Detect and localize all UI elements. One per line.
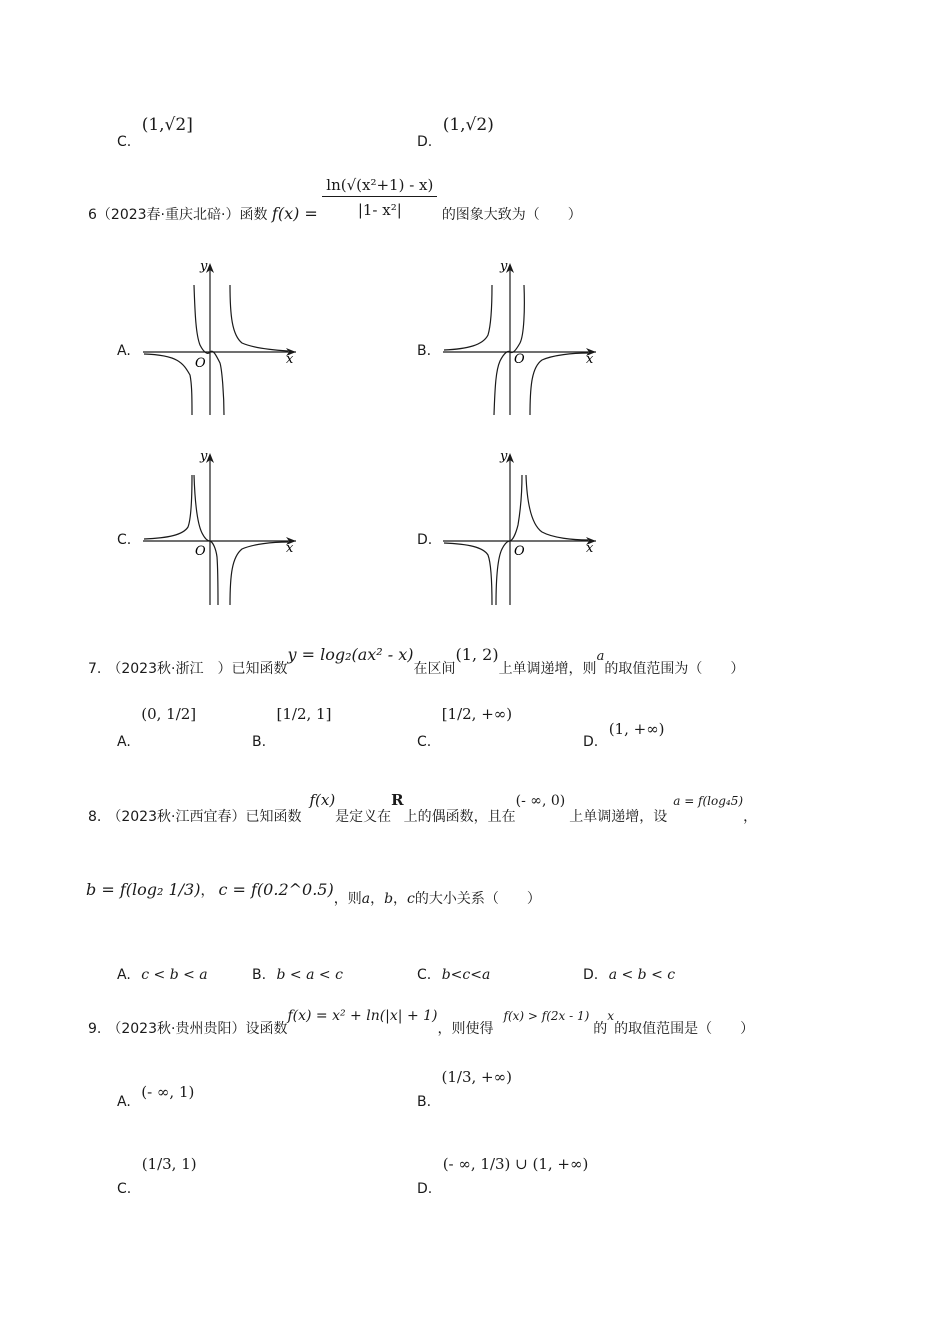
question-number: 6 bbox=[88, 207, 97, 223]
option-expr: (1,√2] bbox=[141, 115, 193, 135]
option-label: D. bbox=[583, 967, 599, 983]
question-text: 的图象大致为（ ） bbox=[441, 207, 582, 223]
q6-graph-a[interactable] bbox=[138, 255, 308, 420]
option-expr: b<c<a bbox=[441, 967, 491, 983]
question-text: 在区间 bbox=[413, 661, 456, 677]
option-label: A. bbox=[117, 734, 131, 750]
question-text: 已知函数 bbox=[231, 661, 288, 677]
q6-option-a-label[interactable]: A. bbox=[117, 343, 131, 359]
q9-option-c[interactable] bbox=[117, 1155, 197, 1197]
real-numbers-R: R bbox=[391, 791, 404, 809]
q9-stem bbox=[88, 1005, 755, 1037]
option-expr: b < a < c bbox=[276, 967, 343, 983]
q6-graph-b[interactable] bbox=[438, 255, 608, 420]
option-label: B. bbox=[252, 734, 267, 750]
q8-option-b[interactable] bbox=[252, 967, 343, 983]
question-text: 的取值范围为（ ） bbox=[604, 661, 745, 677]
option-expr: (- ∞, 1/3) ∪ (1, +∞) bbox=[442, 1155, 589, 1173]
variable-c: c bbox=[407, 891, 415, 907]
question-text: ，则 bbox=[333, 891, 362, 907]
variable-a: a bbox=[361, 891, 371, 907]
question-number: 9. bbox=[88, 1021, 102, 1037]
fraction-numerator: ln(√(x²+1) - x) bbox=[322, 176, 437, 197]
b-definition: b = f(log₂ 1/3) bbox=[86, 880, 201, 899]
function-expr: f(x) = x² + ln(|x| + 1) bbox=[287, 1008, 438, 1024]
option-expr: (1/3, +∞) bbox=[441, 1068, 512, 1086]
inequality-expr: f(x) > f(2x - 1) bbox=[503, 1009, 590, 1023]
option-label: A. bbox=[117, 1094, 131, 1110]
option-expr: (1/3, 1) bbox=[141, 1155, 197, 1173]
comma: ， bbox=[743, 809, 758, 825]
y-axis-label: y bbox=[500, 259, 508, 274]
function-expr: y = log₂(ax² - x) bbox=[287, 645, 414, 664]
q8-stem-line2: b = f(log₂ 1/3)， c = f(0.2^0.5)，则a，b，c的大小关系（ ） bbox=[86, 880, 541, 907]
q7-option-c[interactable] bbox=[417, 705, 513, 750]
q6-stem bbox=[88, 176, 582, 223]
option-label: B. bbox=[417, 1094, 432, 1110]
option-label: A. bbox=[117, 967, 131, 983]
q8-option-a[interactable] bbox=[117, 967, 208, 983]
question-source: （2023秋·浙江 ） bbox=[107, 661, 232, 677]
question-text: 设函数 bbox=[245, 1021, 288, 1037]
option-label: D. bbox=[583, 734, 599, 750]
y-axis-label: y bbox=[200, 259, 208, 274]
fraction-denominator: |1- x²| bbox=[357, 201, 402, 219]
q5-option-d[interactable] bbox=[417, 115, 494, 150]
function-lhs: f(x) = bbox=[271, 204, 318, 223]
option-expr: (1,√2) bbox=[442, 115, 494, 135]
y-axis-label: y bbox=[200, 449, 208, 464]
formula-fraction bbox=[322, 176, 437, 219]
option-label: B. bbox=[252, 967, 267, 983]
variable-a: a bbox=[596, 649, 605, 664]
a-definition: a = f(log₄5) bbox=[673, 794, 744, 808]
q9-option-b[interactable] bbox=[417, 1068, 512, 1110]
question-text: ，则使得 bbox=[437, 1021, 494, 1037]
x-axis-label: x bbox=[586, 352, 594, 367]
origin-label: O bbox=[195, 544, 206, 559]
question-text: 上单调递增，设 bbox=[569, 809, 668, 825]
q8-stem-line1 bbox=[88, 790, 758, 825]
option-label: D. bbox=[417, 134, 433, 150]
question-source: （2023秋·江西宜春） bbox=[107, 809, 246, 825]
q7-stem bbox=[88, 645, 745, 677]
question-text: 函数 bbox=[239, 207, 268, 223]
option-expr: [1/2, +∞) bbox=[441, 705, 513, 723]
q7-option-b[interactable] bbox=[252, 705, 332, 750]
x-axis-label: x bbox=[586, 541, 594, 556]
option-expr: (0, 1/2] bbox=[141, 705, 197, 723]
question-number: 7. bbox=[88, 661, 102, 677]
question-text: 的大小关系（ ） bbox=[414, 891, 541, 907]
function-fx: f(x) bbox=[309, 791, 336, 809]
origin-label: O bbox=[195, 356, 206, 371]
comma: ， bbox=[200, 883, 215, 899]
option-label: D. bbox=[417, 1181, 433, 1197]
q7-option-d[interactable] bbox=[583, 720, 665, 750]
x-axis-label: x bbox=[286, 352, 294, 367]
option-expr: (- ∞, 1) bbox=[141, 1083, 195, 1101]
option-expr: c < b < a bbox=[141, 967, 208, 983]
q9-option-d[interactable] bbox=[417, 1155, 589, 1197]
q9-option-a[interactable] bbox=[117, 1083, 195, 1110]
option-expr: (1, +∞) bbox=[608, 720, 665, 738]
question-source: （2023秋·贵州贵阳） bbox=[107, 1021, 246, 1037]
q5-option-c[interactable] bbox=[117, 115, 193, 150]
variable-b: b bbox=[384, 891, 394, 907]
question-text: 的取值范围是（ ） bbox=[614, 1021, 755, 1037]
question-source: （2023春·重庆北碚·） bbox=[96, 207, 240, 223]
question-text: 是定义在 bbox=[335, 809, 392, 825]
question-number: 8. bbox=[88, 809, 102, 825]
interval-expr: (1, 2) bbox=[455, 645, 499, 664]
variable-x: x bbox=[607, 1009, 615, 1023]
x-axis-label: x bbox=[286, 541, 294, 556]
q8-option-c[interactable] bbox=[417, 967, 490, 983]
option-label: C. bbox=[417, 967, 432, 983]
option-expr: [1/2, 1] bbox=[276, 705, 332, 723]
option-expr: a < b < c bbox=[608, 967, 676, 983]
y-axis-label: y bbox=[500, 449, 508, 464]
q6-option-c-label[interactable]: C. bbox=[117, 532, 132, 548]
origin-label: O bbox=[514, 352, 525, 367]
q6-option-d-label[interactable]: D. bbox=[417, 532, 433, 548]
c-definition: c = f(0.2^0.5) bbox=[218, 880, 334, 899]
q8-option-d[interactable] bbox=[583, 967, 675, 983]
question-text: 上的偶函数，且在 bbox=[403, 809, 516, 825]
q6-graph-c[interactable] bbox=[138, 445, 308, 610]
option-label: C. bbox=[117, 1181, 132, 1197]
option-label: C. bbox=[417, 734, 432, 750]
question-text: 上单调递增，则 bbox=[498, 661, 597, 677]
question-text: 已知函数 bbox=[245, 809, 302, 825]
origin-label: O bbox=[514, 544, 525, 559]
option-label: C. bbox=[117, 134, 132, 150]
interval-expr: (- ∞, 0) bbox=[515, 793, 566, 809]
q7-option-a[interactable] bbox=[117, 705, 197, 750]
q6-option-b-label[interactable]: B. bbox=[417, 343, 432, 359]
q6-graph-d[interactable] bbox=[438, 445, 608, 610]
question-text: 的 bbox=[593, 1021, 608, 1037]
